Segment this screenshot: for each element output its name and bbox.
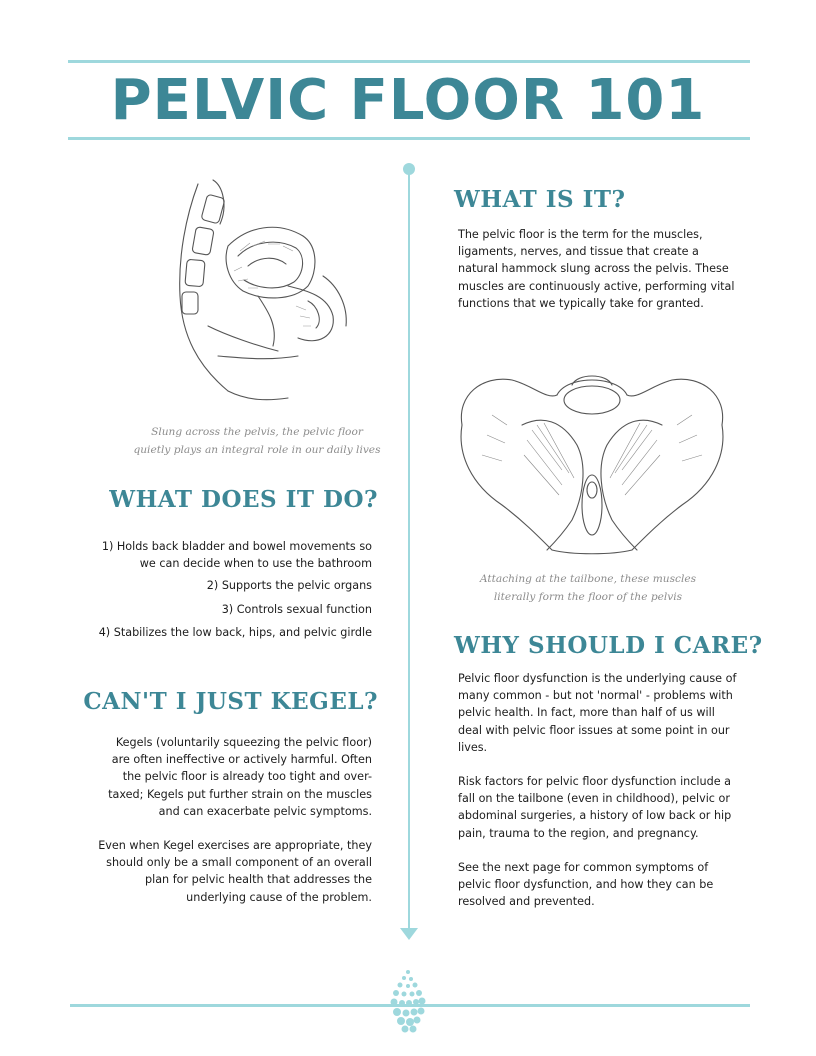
kegel-heading: CAN'T I JUST KEGEL? <box>83 688 378 715</box>
title-underline-rule <box>68 137 750 140</box>
list-item: 3) Controls sexual function <box>221 603 372 616</box>
illustration-2-caption <box>448 570 728 606</box>
why-care-paragraph-1: Pelvic floor dysfunction is the underlying cause of many common - but not 'normal' - problems with pelvic health. In fact, more than half of us will deal with pelvic floor issues at some point in our lives. <box>458 672 737 754</box>
what-is-it-body <box>458 226 740 312</box>
caption-line: Slung across the pelvis, the pelvic floor <box>151 426 363 438</box>
kegel-paragraph-2: Even when Kegel exercises are appropriate, they should only be a small component of an overall plan for pelvic health that addresses the underlying cause of the problem. <box>98 839 372 904</box>
kegel-body <box>98 734 372 906</box>
what-is-it-heading: WHAT IS IT? <box>454 186 626 213</box>
spine-dots-logo-icon <box>386 968 430 1034</box>
why-care-body <box>458 670 740 910</box>
timeline-arrow-icon <box>400 928 418 940</box>
list-item: 2) Supports the pelvic organs <box>206 579 372 592</box>
list-item: 4) Stabilizes the low back, hips, and pelvic girdle <box>98 626 372 639</box>
list-item-line: 1) Holds back bladder and bowel movements so <box>101 540 372 553</box>
timeline-line <box>408 170 410 930</box>
caption-line: Attaching at the tailbone, these muscles <box>479 573 697 585</box>
page-title: PELVIC FLOOR 101 <box>110 68 706 133</box>
what-is-it-paragraph: The pelvic floor is the term for the muscles, ligaments, nerves, and tissue that create a natural hammock slung across the pelvis. These muscles are continuously active, performing vital functions that we typically take for granted. <box>458 228 735 310</box>
pelvis-side-view-sketch-icon <box>168 176 368 406</box>
caption-line: quietly plays an integral role in our daily lives <box>133 444 381 456</box>
why-care-paragraph-3: See the next page for common symptoms of pelvic floor dysfunction, and how they can be resolved and prevented. <box>458 860 714 909</box>
top-rule <box>68 60 750 63</box>
why-care-paragraph-2: Risk factors for pelvic floor dysfunction include a fall on the tailbone (even in childhood), pelvic or abdominal surgeries, a history of low back or hip pain, trauma to the region, and pregnancy. <box>458 775 732 840</box>
pelvic-floor-muscles-sketch-icon <box>452 355 732 560</box>
what-does-it-do-heading: WHAT DOES IT DO? <box>109 486 378 513</box>
list-item-line: we can decide when to use the bathroom <box>139 557 372 570</box>
kegel-paragraph-1: Kegels (voluntarily squeezing the pelvic floor) are often ineffective or actively harmful. Often the pelvic floor is already too tight and over-taxed; Kegels put further strain on the muscles and can exacerbate pelvic symptoms. <box>108 736 372 818</box>
why-care-heading: WHY SHOULD I CARE? <box>454 632 763 659</box>
caption-line: literally form the floor of the pelvis <box>493 591 683 603</box>
illustration-1-caption <box>118 423 396 459</box>
list-item <box>72 538 372 572</box>
